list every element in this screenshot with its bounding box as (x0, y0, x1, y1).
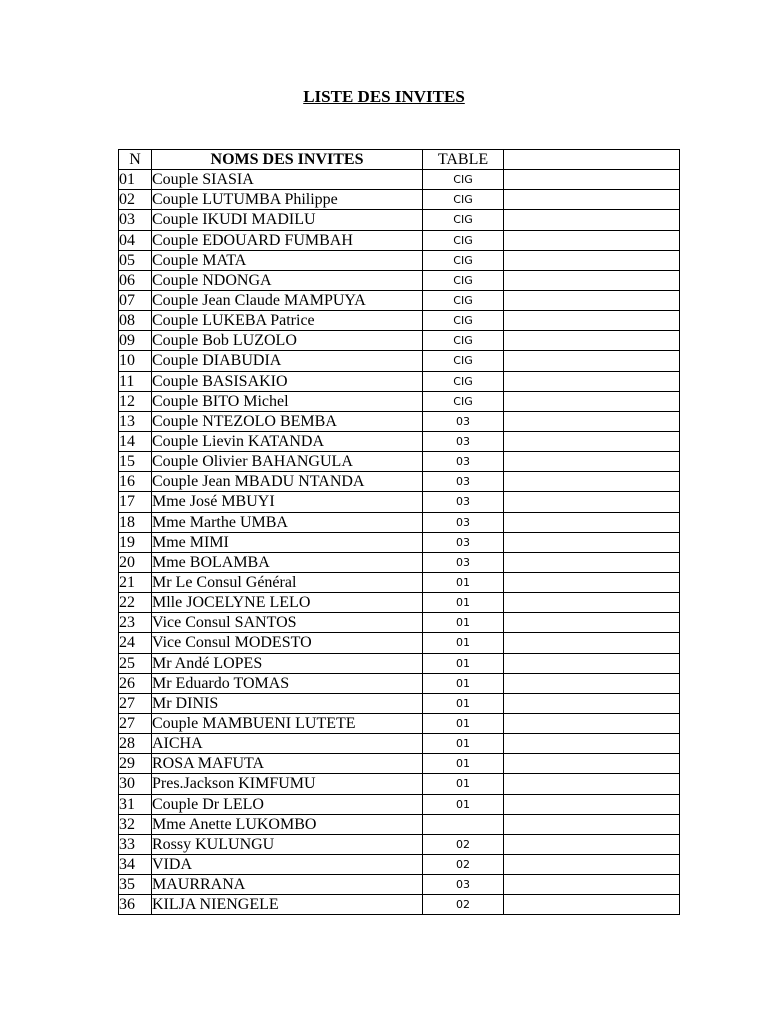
guest-name: Vice Consul MODESTO (152, 633, 423, 653)
extra-cell (504, 431, 680, 451)
table-assignment: 01 (423, 613, 504, 633)
row-number: 23 (119, 613, 152, 633)
extra-cell (504, 311, 680, 331)
table-row (119, 371, 680, 391)
row-number: 21 (119, 572, 152, 592)
guest-table (118, 149, 680, 915)
table-row (119, 391, 680, 411)
row-number: 34 (119, 854, 152, 874)
table-row (119, 633, 680, 653)
header-n: N (119, 150, 152, 170)
row-number: 32 (119, 814, 152, 834)
extra-cell (504, 512, 680, 532)
guest-name: Couple MATA (152, 250, 423, 270)
guest-name: Rossy KULUNGU (152, 834, 423, 854)
table-assignment: CIG (423, 351, 504, 371)
extra-cell (504, 411, 680, 431)
table-assignment: 01 (423, 673, 504, 693)
table-row (119, 895, 680, 915)
row-number: 19 (119, 532, 152, 552)
extra-cell (504, 814, 680, 834)
table-assignment: CIG (423, 250, 504, 270)
table-row (119, 693, 680, 713)
table-row (119, 512, 680, 532)
extra-cell (504, 713, 680, 733)
table-assignment: CIG (423, 311, 504, 331)
extra-cell (504, 734, 680, 754)
guest-name: Vice Consul SANTOS (152, 613, 423, 633)
table-assignment: CIG (423, 210, 504, 230)
table-assignment: CIG (423, 230, 504, 250)
table-row (119, 814, 680, 834)
row-number: 26 (119, 673, 152, 693)
table-row (119, 270, 680, 290)
header-table: TABLE (423, 150, 504, 170)
table-assignment: 03 (423, 452, 504, 472)
guest-name: Couple Jean MBADU NTANDA (152, 472, 423, 492)
extra-cell (504, 754, 680, 774)
table-assignment: CIG (423, 290, 504, 310)
row-number: 28 (119, 734, 152, 754)
table-assignment: 03 (423, 875, 504, 895)
row-number: 33 (119, 834, 152, 854)
guest-name: Mme José MBUYI (152, 492, 423, 512)
guest-name: Mme MIMI (152, 532, 423, 552)
table-assignment: 01 (423, 713, 504, 733)
row-number: 29 (119, 754, 152, 774)
table-assignment: CIG (423, 270, 504, 290)
extra-cell (504, 230, 680, 250)
row-number: 36 (119, 895, 152, 915)
guest-name: KILJA NIENGELE (152, 895, 423, 915)
row-number: 05 (119, 250, 152, 270)
row-number: 01 (119, 170, 152, 190)
row-number: 12 (119, 391, 152, 411)
guest-name: Mlle JOCELYNE LELO (152, 593, 423, 613)
extra-cell (504, 250, 680, 270)
table-row (119, 552, 680, 572)
guest-name: Mme Anette LUKOMBO (152, 814, 423, 834)
extra-cell (504, 854, 680, 874)
table-assignment: 01 (423, 754, 504, 774)
table-row (119, 774, 680, 794)
table-row (119, 230, 680, 250)
table-row (119, 452, 680, 472)
table-assignment: 03 (423, 532, 504, 552)
extra-cell (504, 270, 680, 290)
row-number: 15 (119, 452, 152, 472)
table-row (119, 854, 680, 874)
guest-name: Mr Le Consul Général (152, 572, 423, 592)
table-row (119, 653, 680, 673)
table-assignment: CIG (423, 170, 504, 190)
table-assignment: 01 (423, 633, 504, 653)
extra-cell (504, 190, 680, 210)
table-row (119, 472, 680, 492)
extra-cell (504, 633, 680, 653)
guest-name: Pres.Jackson KIMFUMU (152, 774, 423, 794)
guest-name: Mr Eduardo TOMAS (152, 673, 423, 693)
table-row (119, 311, 680, 331)
extra-cell (504, 673, 680, 693)
table-row (119, 190, 680, 210)
row-number: 14 (119, 431, 152, 451)
extra-cell (504, 572, 680, 592)
table-assignment: 03 (423, 552, 504, 572)
table-assignment: 03 (423, 512, 504, 532)
extra-cell (504, 472, 680, 492)
extra-cell (504, 593, 680, 613)
table-header-row (119, 150, 680, 170)
table-assignment: 01 (423, 794, 504, 814)
row-number: 35 (119, 875, 152, 895)
extra-cell (504, 391, 680, 411)
row-number: 13 (119, 411, 152, 431)
row-number: 06 (119, 270, 152, 290)
guest-name: Couple Lievin KATANDA (152, 431, 423, 451)
table-row (119, 572, 680, 592)
table-row (119, 170, 680, 190)
extra-cell (504, 895, 680, 915)
guest-name: Mr DINIS (152, 693, 423, 713)
guest-name: Couple NDONGA (152, 270, 423, 290)
table-row (119, 713, 680, 733)
extra-cell (504, 653, 680, 673)
table-assignment: 01 (423, 572, 504, 592)
table-assignment: 03 (423, 472, 504, 492)
extra-cell (504, 794, 680, 814)
guest-name: AICHA (152, 734, 423, 754)
table-assignment: 02 (423, 834, 504, 854)
extra-cell (504, 331, 680, 351)
table-row (119, 734, 680, 754)
guest-name: Couple MAMBUENI LUTETE (152, 713, 423, 733)
guest-name: VIDA (152, 854, 423, 874)
table-assignment: 01 (423, 693, 504, 713)
extra-cell (504, 290, 680, 310)
table-assignment (423, 814, 504, 834)
extra-cell (504, 774, 680, 794)
guest-name: Mme Marthe UMBA (152, 512, 423, 532)
table-assignment: 01 (423, 734, 504, 754)
guest-name: Couple DIABUDIA (152, 351, 423, 371)
row-number: 31 (119, 794, 152, 814)
header-extra (504, 150, 680, 170)
table-row (119, 875, 680, 895)
extra-cell (504, 834, 680, 854)
extra-cell (504, 452, 680, 472)
row-number: 27 (119, 693, 152, 713)
guest-name: MAURRANA (152, 875, 423, 895)
header-name: NOMS DES INVITES (152, 150, 423, 170)
row-number: 08 (119, 311, 152, 331)
row-number: 24 (119, 633, 152, 653)
row-number: 11 (119, 371, 152, 391)
guest-name: Couple LUTUMBA Philippe (152, 190, 423, 210)
table-row (119, 331, 680, 351)
table-assignment: 02 (423, 895, 504, 915)
row-number: 03 (119, 210, 152, 230)
guest-name: Couple BASISAKIO (152, 371, 423, 391)
table-row (119, 673, 680, 693)
extra-cell (504, 613, 680, 633)
row-number: 25 (119, 653, 152, 673)
table-assignment: CIG (423, 331, 504, 351)
extra-cell (504, 875, 680, 895)
table-row (119, 431, 680, 451)
table-assignment: CIG (423, 190, 504, 210)
table-row (119, 794, 680, 814)
guest-name: ROSA MAFUTA (152, 754, 423, 774)
table-row (119, 532, 680, 552)
table-assignment: CIG (423, 391, 504, 411)
row-number: 27 (119, 713, 152, 733)
extra-cell (504, 532, 680, 552)
row-number: 07 (119, 290, 152, 310)
extra-cell (504, 693, 680, 713)
row-number: 16 (119, 472, 152, 492)
table-row (119, 250, 680, 270)
row-number: 09 (119, 331, 152, 351)
guest-name: Couple Dr LELO (152, 794, 423, 814)
row-number: 04 (119, 230, 152, 250)
extra-cell (504, 492, 680, 512)
row-number: 20 (119, 552, 152, 572)
table-row (119, 492, 680, 512)
guest-name: Couple Olivier BAHANGULA (152, 452, 423, 472)
guest-name: Couple EDOUARD FUMBAH (152, 230, 423, 250)
table-row (119, 754, 680, 774)
table-assignment: CIG (423, 371, 504, 391)
guest-name: Couple SIASIA (152, 170, 423, 190)
row-number: 10 (119, 351, 152, 371)
table-assignment: 01 (423, 593, 504, 613)
table-assignment: 01 (423, 774, 504, 794)
row-number: 17 (119, 492, 152, 512)
guest-name: Couple LUKEBA Patrice (152, 311, 423, 331)
table-assignment: 01 (423, 653, 504, 673)
extra-cell (504, 210, 680, 230)
table-assignment: 03 (423, 411, 504, 431)
guest-name: Mr Andé LOPES (152, 653, 423, 673)
extra-cell (504, 170, 680, 190)
row-number: 02 (119, 190, 152, 210)
table-row (119, 210, 680, 230)
guest-name: Couple BITO Michel (152, 391, 423, 411)
table-row (119, 593, 680, 613)
extra-cell (504, 351, 680, 371)
table-assignment: 02 (423, 854, 504, 874)
table-row (119, 290, 680, 310)
guest-name: Couple IKUDI MADILU (152, 210, 423, 230)
guest-name: Couple Jean Claude MAMPUYA (152, 290, 423, 310)
table-row (119, 613, 680, 633)
table-row (119, 834, 680, 854)
guest-name: Couple Bob LUZOLO (152, 331, 423, 351)
row-number: 18 (119, 512, 152, 532)
guest-name: Couple NTEZOLO BEMBA (152, 411, 423, 431)
page-title: LISTE DES INVITES (303, 87, 465, 106)
extra-cell (504, 371, 680, 391)
guest-name: Mme BOLAMBA (152, 552, 423, 572)
row-number: 22 (119, 593, 152, 613)
table-row (119, 351, 680, 371)
table-assignment: 03 (423, 492, 504, 512)
table-assignment: 03 (423, 431, 504, 451)
extra-cell (504, 552, 680, 572)
row-number: 30 (119, 774, 152, 794)
table-row (119, 411, 680, 431)
